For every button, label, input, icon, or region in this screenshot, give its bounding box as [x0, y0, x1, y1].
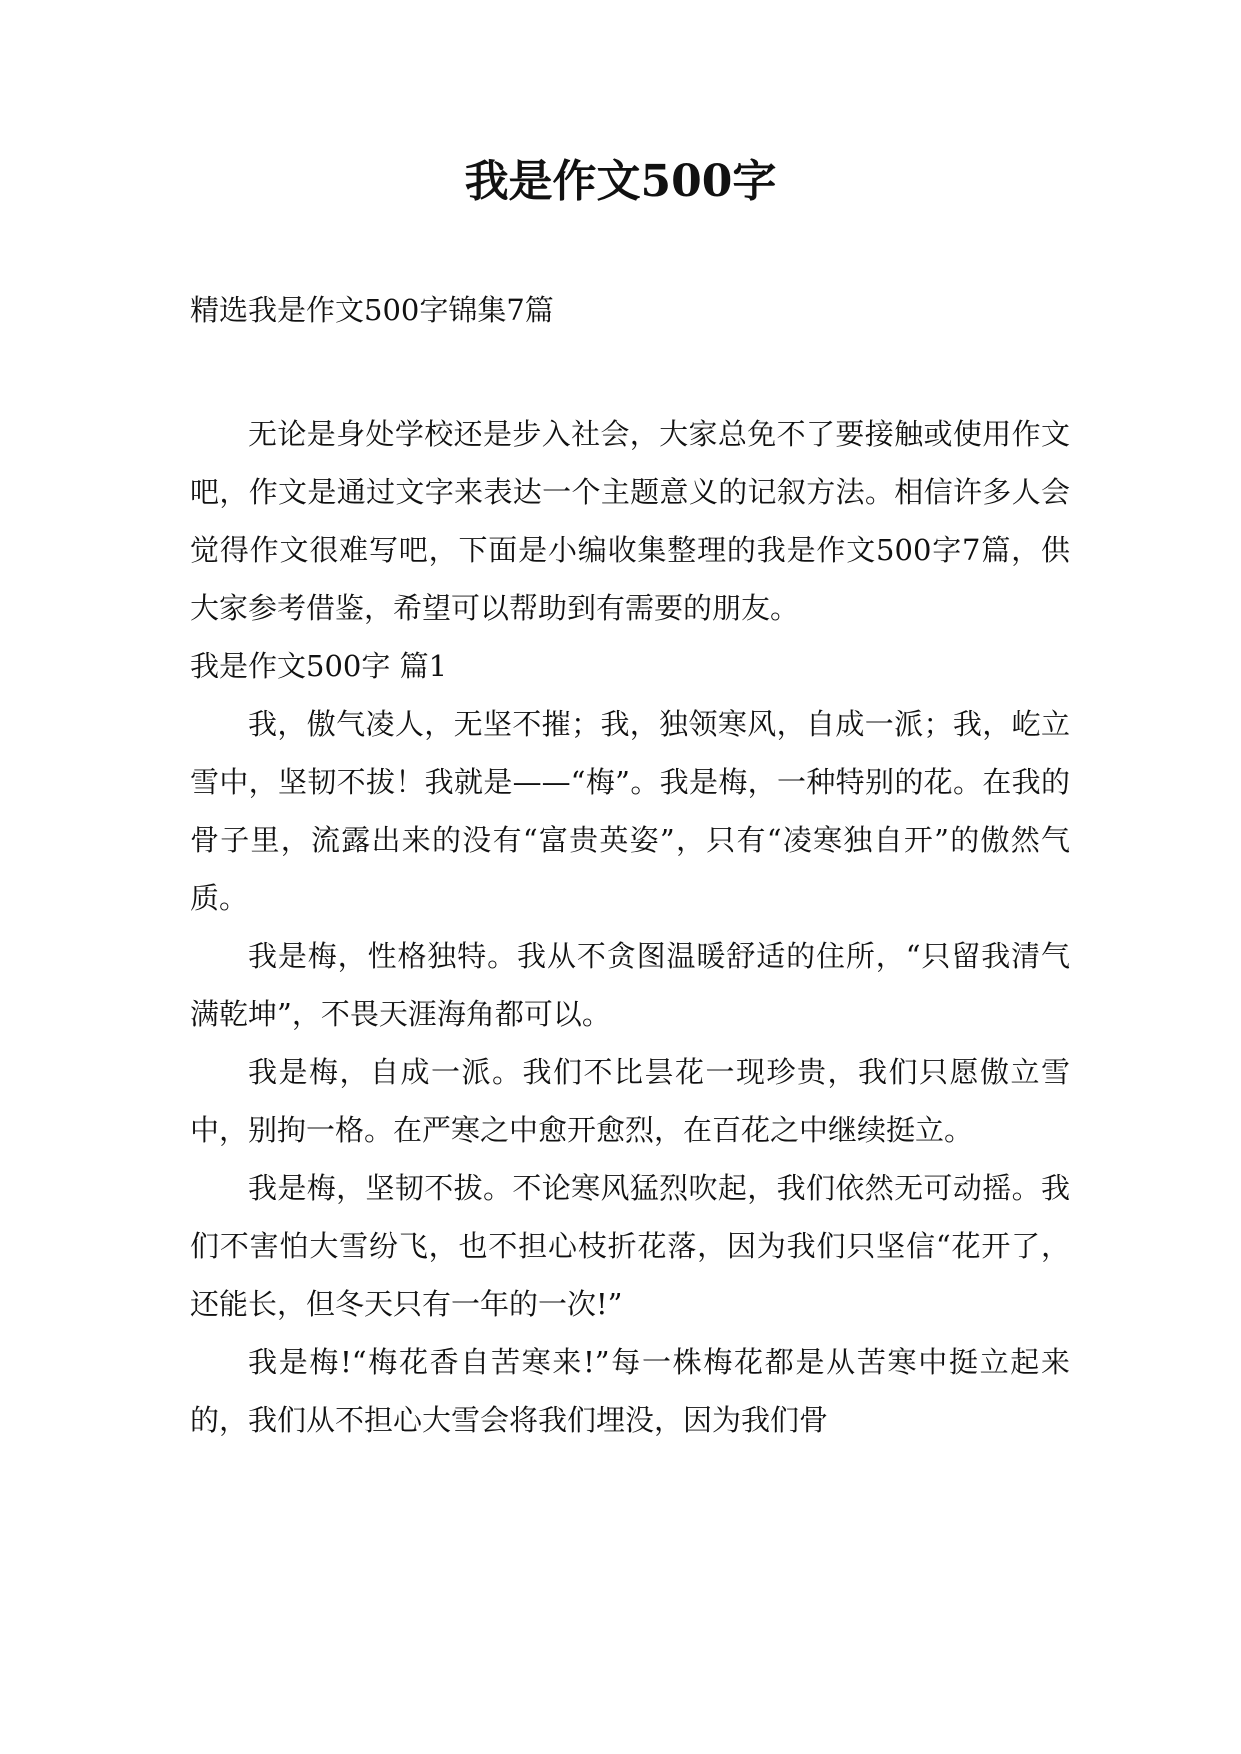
body-paragraph: 我是梅，性格独特。我从不贪图温暖舒适的住所，“只留我清气满乾坤”，不畏天涯海角都可以。	[190, 939, 1070, 1031]
section-heading: 我是作文500字 篇1	[190, 649, 448, 683]
body-paragraph: 我是梅，坚韧不拔。不论寒风猛烈吹起，我们依然无可动摇。我们不害怕大雪纷飞，也不担心枝折花落，因为我们只坚信“花开了，还能长，但冬天只有一年的一次!”	[190, 1171, 1070, 1321]
body-paragraph: 我，傲气凌人，无坚不摧；我，独领寒风，自成一派；我，屹立雪中，坚韧不拔！我就是——“梅”。我是梅，一种特别的花。在我的骨子里，流露出来的没有“富贵英姿”，只有“凌寒独自开”的傲然气质。	[190, 707, 1070, 915]
document-title: 我是作文500字	[464, 156, 777, 207]
body-paragraph: 我是梅，自成一派。我们不比昙花一现珍贵，我们只愿傲立雪中，别拘一格。在严寒之中愈开愈烈，在百花之中继续挺立。	[190, 1055, 1070, 1147]
body-paragraph: 我是梅!“梅花香自苦寒来!”每一株梅花都是从苦寒中挺立起来的，我们从不担心大雪会将我们埋没，因为我们骨	[190, 1345, 1070, 1437]
intro-paragraph: 无论是身处学校还是步入社会，大家总免不了要接触或使用作文吧，作文是通过文字来表达一个主题意义的记叙方法。相信许多人会觉得作文很难写吧，下面是小编收集整理的我是作文500字7篇，供大家参考借鉴，希望可以帮助到有需要的朋友。	[190, 417, 1070, 625]
document-subtitle: 精选我是作文500字锦集7篇	[190, 293, 554, 327]
document-body	[190, 405, 1070, 1449]
